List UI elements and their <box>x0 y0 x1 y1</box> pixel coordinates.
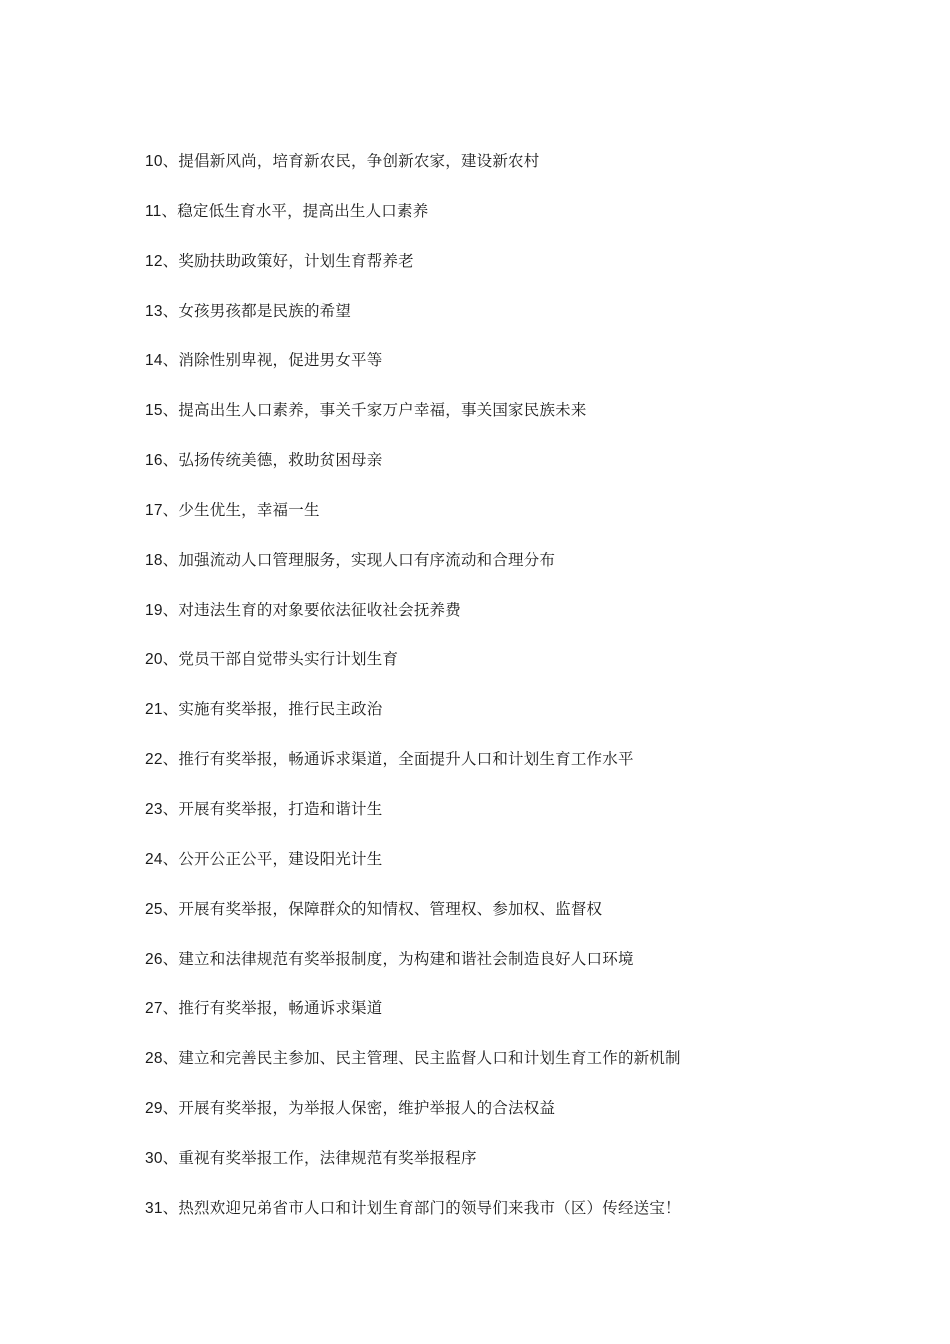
item-number: 16 <box>145 452 163 470</box>
item-text: 弘扬传统美德，救助贫困母亲 <box>178 451 383 470</box>
item-number: 13 <box>145 302 163 320</box>
item-text: 推行有奖举报，畅通诉求渠道，全面提升人口和计划生育工作水平 <box>178 750 634 769</box>
list-item <box>145 646 681 696</box>
item-separator: 、 <box>162 152 179 170</box>
list-item <box>145 746 681 796</box>
list-item <box>145 796 681 846</box>
list-item <box>145 447 681 497</box>
item-number: 11 <box>145 202 162 220</box>
item-text: 党员干部自觉带头实行计划生育 <box>178 650 399 669</box>
item-text: 开展有奖举报，为举报人保密，维护举报人的合法权益 <box>178 1099 556 1118</box>
list-item <box>145 497 681 547</box>
item-separator: 、 <box>162 750 179 769</box>
item-number: 23 <box>145 800 163 818</box>
item-text: 提高出生人口素养，事关千家万户幸福，事关国家民族未来 <box>178 401 587 420</box>
list-item <box>145 148 681 198</box>
item-separator: 、 <box>161 201 178 220</box>
item-number: 28 <box>145 1050 163 1068</box>
list-item <box>145 347 681 397</box>
item-number: 24 <box>145 850 163 868</box>
item-text: 加强流动人口管理服务，实现人口有序流动和合理分布 <box>178 550 556 569</box>
item-separator: 、 <box>162 1049 179 1068</box>
item-text: 稳定低生育水平，提高出生人口素养 <box>177 201 429 220</box>
item-text: 开展有奖举报，保障群众的知情权、管理权、参加权、监督权 <box>178 899 603 918</box>
item-separator: 、 <box>162 1198 179 1217</box>
item-separator: 、 <box>162 700 179 719</box>
list-item <box>145 995 681 1045</box>
item-separator: 、 <box>162 301 179 320</box>
item-text: 公开公正公平，建设阳光计生 <box>178 849 383 868</box>
list-item <box>145 896 681 946</box>
item-text: 实施有奖举报，推行民主政治 <box>178 700 383 719</box>
item-separator: 、 <box>162 251 179 270</box>
item-number: 30 <box>145 1149 163 1167</box>
slogan-list <box>145 148 681 1245</box>
item-number: 21 <box>145 701 163 719</box>
item-number: 18 <box>145 551 163 569</box>
item-separator: 、 <box>162 451 179 470</box>
item-text: 建立和完善民主参加、民主管理、民主监督人口和计划生育工作的新机制 <box>178 1049 681 1068</box>
item-separator: 、 <box>162 500 179 519</box>
list-item <box>145 946 681 996</box>
item-text: 开展有奖举报，打造和谐计生 <box>178 799 383 818</box>
list-item <box>145 547 681 597</box>
item-text: 对违法生育的对象要依法征收社会抚养费 <box>178 600 461 619</box>
item-number: 10 <box>145 153 163 170</box>
item-separator: 、 <box>162 799 179 818</box>
item-number: 15 <box>145 402 163 420</box>
list-item <box>145 397 681 447</box>
item-text: 热烈欢迎兄弟省市人口和计划生育部门的领导们来我市（区）传经送宝！ <box>178 1198 681 1217</box>
item-separator: 、 <box>162 351 179 370</box>
item-separator: 、 <box>162 401 179 420</box>
list-item <box>145 597 681 647</box>
item-text: 消除性别卑视，促进男女平等 <box>178 351 383 370</box>
item-number: 17 <box>145 501 163 519</box>
item-text: 推行有奖举报，畅通诉求渠道 <box>178 999 383 1018</box>
item-separator: 、 <box>162 1148 179 1167</box>
item-number: 25 <box>145 900 163 918</box>
item-number: 19 <box>145 601 163 619</box>
list-item <box>145 248 681 298</box>
list-item <box>145 298 681 348</box>
item-separator: 、 <box>162 650 179 669</box>
list-item <box>145 1145 681 1195</box>
item-number: 31 <box>145 1199 163 1217</box>
item-text: 女孩男孩都是民族的希望 <box>178 301 352 320</box>
list-item <box>145 846 681 896</box>
item-number: 27 <box>145 1000 163 1018</box>
item-separator: 、 <box>162 849 179 868</box>
item-text: 提倡新风尚，培育新农民，争创新农家，建设新农村 <box>178 152 540 170</box>
list-item <box>145 1045 681 1095</box>
list-item <box>145 1095 681 1145</box>
item-separator: 、 <box>162 999 179 1018</box>
item-number: 22 <box>145 751 163 769</box>
item-number: 14 <box>145 352 163 370</box>
item-text: 奖励扶助政策好，计划生育帮养老 <box>178 251 414 270</box>
list-item <box>145 1195 681 1245</box>
item-text: 重视有奖举报工作，法律规范有奖举报程序 <box>178 1148 477 1167</box>
item-number: 26 <box>145 950 163 968</box>
item-separator: 、 <box>162 949 179 968</box>
item-separator: 、 <box>162 1099 179 1118</box>
item-number: 12 <box>145 252 163 270</box>
item-number: 20 <box>145 651 163 669</box>
list-item <box>145 696 681 746</box>
item-separator: 、 <box>162 600 179 619</box>
item-text: 建立和法律规范有奖举报制度，为构建和谐社会制造良好人口环境 <box>178 949 634 968</box>
list-item <box>145 198 681 248</box>
item-text: 少生优生，幸福一生 <box>178 500 320 519</box>
item-separator: 、 <box>162 550 179 569</box>
item-number: 29 <box>145 1100 163 1118</box>
item-separator: 、 <box>162 899 179 918</box>
